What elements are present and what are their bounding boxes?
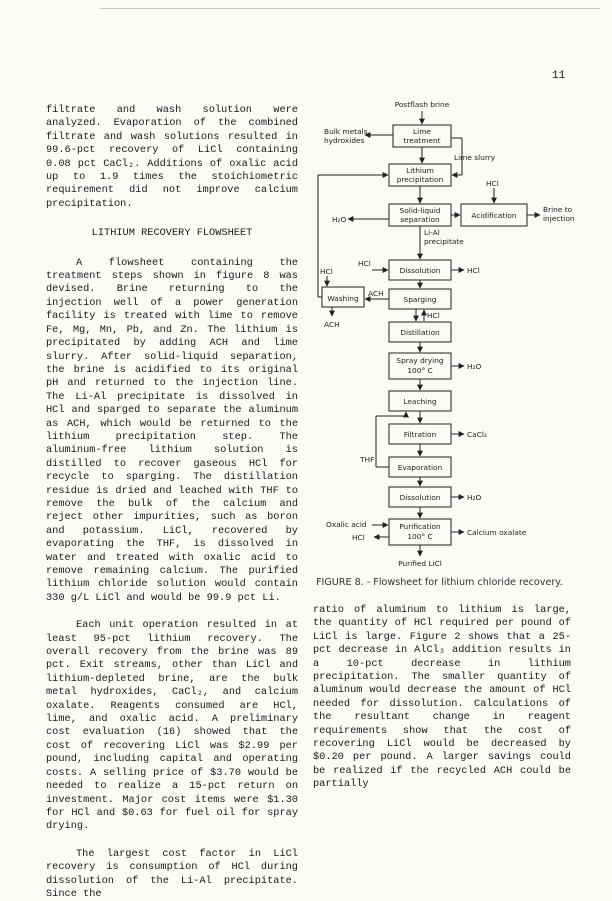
label-thf: THF xyxy=(360,455,375,464)
scan-top-line xyxy=(100,8,600,9)
paragraph: The largest cost factor in LiCl recovery is consumption of HCl during dissolution of the Li-Al precipitate. Since the xyxy=(46,847,298,900)
left-column xyxy=(46,104,298,901)
label-sparging: Sparging xyxy=(403,295,437,304)
label-spray-drying: Spray drying xyxy=(396,356,444,365)
label-cacl2: CaCl₂ xyxy=(467,430,487,439)
right-column xyxy=(313,604,571,792)
label-brine-to: Brine to xyxy=(543,205,573,214)
label-purif-temp: 100° C xyxy=(407,532,433,541)
label-hcl-wash: HCl xyxy=(320,267,333,276)
paragraph: ratio of aluminum to lithium is large, the quantity of HCl required per pound of LiCl is large. Figure 2 shows that a 25-pct decrease in AlCl₃ addition results in a 10-pct decrease in lithium precipitation. The smaller quantity of aluminum would decrease the amount of HCl needed for dissolution. Calculations of the resultant change in reagent requirements show that the cost of recovering LiCl would be decreased by $0.20 per pound. A larger savings could be realized if the recycled ACH could be partially xyxy=(313,604,571,791)
label-precipitate: precipitate xyxy=(424,237,464,246)
label-injection: injection xyxy=(543,214,575,223)
label-lime: Lime xyxy=(413,127,431,136)
label-washing: Washing xyxy=(327,294,359,303)
label-oxalic-acid: Oxalic acid xyxy=(326,520,367,529)
label-solid-liquid: Solid-liquid xyxy=(399,206,441,215)
flowsheet-figure xyxy=(302,98,602,598)
label-lithium: Lithium xyxy=(406,166,434,175)
label-leaching: Leaching xyxy=(403,397,437,406)
label-hydroxides: hydroxides xyxy=(324,136,365,145)
section-heading: LITHIUM RECOVERY FLOWSHEET xyxy=(91,227,253,240)
label-bulk-metals: Bulk metals xyxy=(324,127,368,136)
paragraph: Each unit operation resulted in at least 95-pct lithium recovery. The overall recovery from the brine was 89 pct. Exit streams, other than LiCl and lithium-depleted brine, are the bulk metal hydroxides, CaCl₂, and calcium oxalate. Reagents consumed are HCl, lime, and oxalic acid. A preliminary cost evaluation (16) showed that the cost of recovering LiCl was $2.99 per pound, including capital and operating costs. A selling price of $3.70 would be needed to realize a 15-pct return on investment. Major cost items were $1.30 for HCl and $0.63 for fuel oil for spray drying. xyxy=(46,619,298,833)
label-h2o-diss: H₂O xyxy=(467,493,482,502)
label-acidification: Acidification xyxy=(471,211,517,220)
label-filtration: Filtration xyxy=(403,430,437,439)
label-hcl-recycle: HCl xyxy=(427,311,440,320)
label-calcium-oxalate: Calcium oxalate xyxy=(467,528,527,537)
label-separation: separation xyxy=(400,215,440,224)
label-h2o-sls: H₂O xyxy=(332,215,347,224)
label-dissolution: Dissolution xyxy=(399,266,441,275)
page-number: 11 xyxy=(552,70,566,82)
label-precipitation: precipitation xyxy=(396,175,444,184)
label-purified-licl: Purified LiCl xyxy=(398,559,442,568)
label-ach-out: ACH xyxy=(324,320,340,329)
paragraph: A flowsheet containing the treatment steps shown in figure 8 was devised. Brine returning to the injection well of a power generation facility is treated with lime to remove Fe, Mg, Mn, Pb, and Zn. The lithium is precipitated by adding ACH and lime slurry. After solid-liquid separation, the brine is acidified to its original pH and returned to the injection line. The Li-Al precipitate is dissolved in HCl and sparged to separate the aluminum as ACH, which would be returned to the lithium precipitation step. The aluminum-free lithium solution is distilled to recover gaseous HCl for recycle to sparging. The distillation residue is dried and leached with THF to remove the bulk of the calcium and reject other impurities, such as boron and potassium. LiCl, recovered by evaporating the THF, is dissolved in water and treated with oxalic acid to remove remaining calcium. The purified lithium chloride solution would contain 330 g/L LiCl and would be 99.9 pct Li. xyxy=(46,256,298,604)
flowsheet-diagram xyxy=(302,98,602,598)
label-purification: Purification xyxy=(399,522,441,531)
label-lime-slurry: Lime slurry xyxy=(454,153,496,162)
label-treatment: treatment xyxy=(403,136,441,145)
label-postflash-brine: Postflash brine xyxy=(394,100,450,109)
label-evaporation: Evaporation xyxy=(397,463,443,472)
label-hcl-out: HCl xyxy=(467,266,480,275)
label-li-al: Li-Al xyxy=(424,228,440,237)
figure-caption: FIGURE 8. - Flowsheet for lithium chloride recovery. xyxy=(316,577,563,588)
label-dissolution-2: Dissolution xyxy=(399,493,441,502)
label-ach-mid: ACH xyxy=(368,289,384,298)
label-spray-temp: 100° C xyxy=(407,366,433,375)
label-distillation: Distillation xyxy=(400,328,440,337)
label-hcl-in: HCl xyxy=(358,259,371,268)
label-hcl-acid: HCl xyxy=(486,179,499,188)
paragraph: filtrate and wash solution were analyzed. Evaporation of the combined filtrate and wash solutions resulted in 99.6-pct recovery of LiCl containing 0.08 pct CaCl₂. Additions of oxalic acid up to 1.9 times the stoichiometric requirement did not improve calcium precipitation. xyxy=(46,104,298,210)
label-h2o-spray: H₂O xyxy=(467,362,482,371)
label-hcl-purif: HCl xyxy=(352,533,365,542)
